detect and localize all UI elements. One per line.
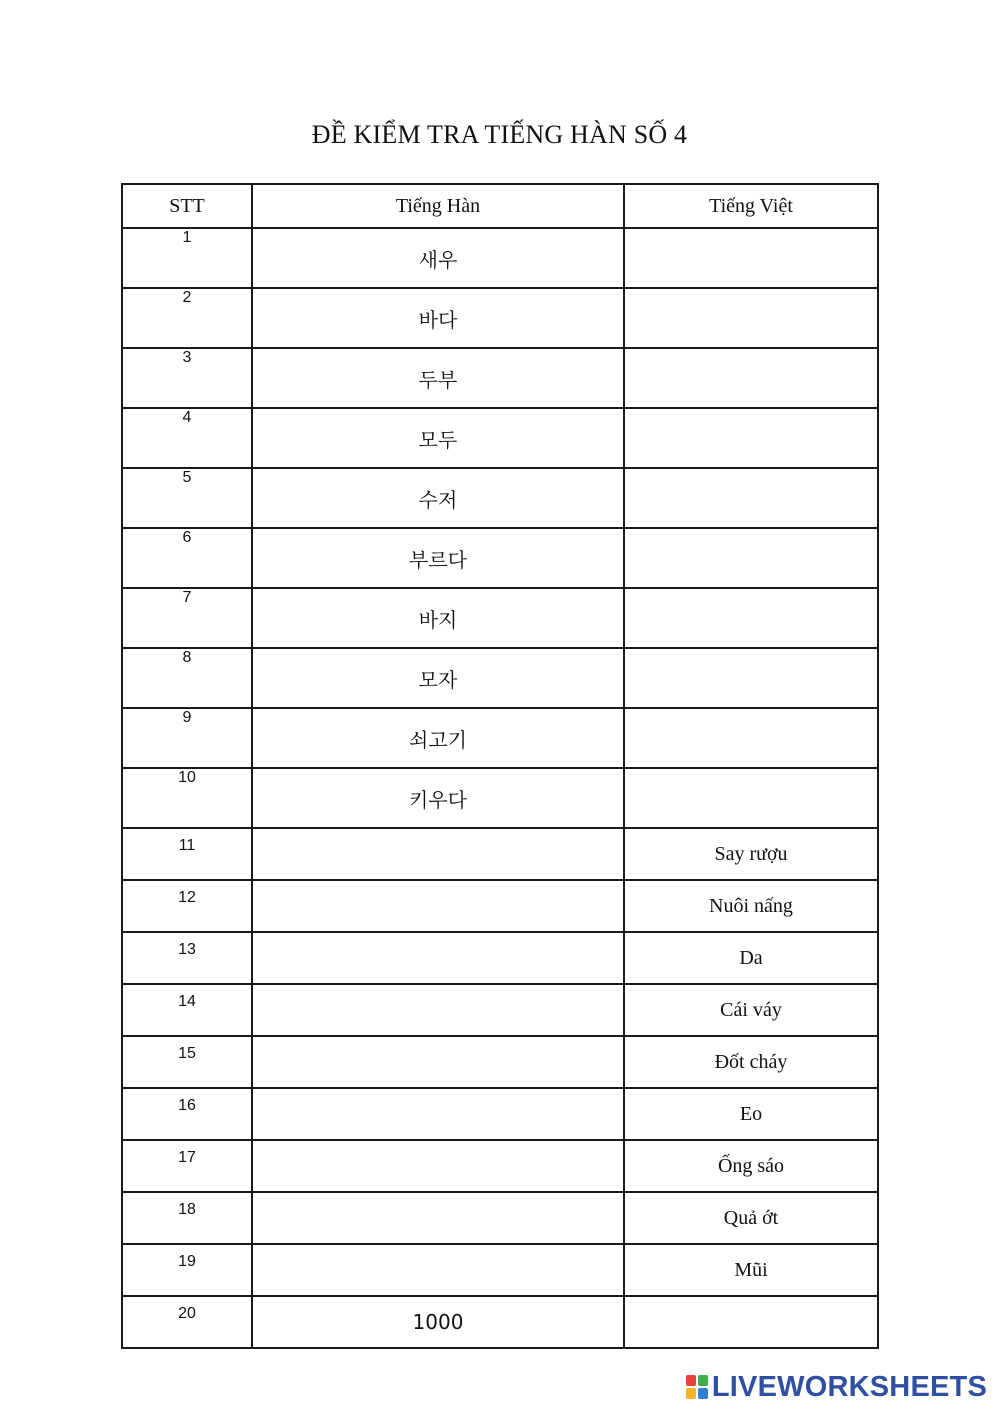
vietnamese-cell: Say rượu: [624, 828, 878, 880]
liveworksheets-logo-icon: [686, 1375, 708, 1399]
table-row: [122, 288, 878, 348]
vietnamese-cell: Quả ớt: [624, 1192, 878, 1244]
vietnamese-cell[interactable]: [624, 228, 878, 288]
table-row: [122, 1140, 878, 1192]
korean-cell[interactable]: [252, 880, 624, 932]
row-number: 18: [122, 1192, 252, 1244]
korean-cell[interactable]: [252, 828, 624, 880]
page-title: ĐỀ KIỂM TRA TIẾNG HÀN SỐ 4: [311, 120, 688, 149]
table-row: [122, 348, 878, 408]
vietnamese-cell[interactable]: [624, 1296, 878, 1348]
table-row: [122, 468, 878, 528]
korean-cell: 키우다: [252, 768, 624, 828]
row-number: 13: [122, 932, 252, 984]
row-number: 1: [122, 228, 252, 288]
vietnamese-cell[interactable]: [624, 348, 878, 408]
table-body: [122, 228, 878, 1348]
table-row: [122, 984, 878, 1036]
table-row: [122, 768, 878, 828]
row-number: 19: [122, 1244, 252, 1296]
row-number: 4: [122, 408, 252, 468]
table-row: [122, 228, 878, 288]
row-number: 16: [122, 1088, 252, 1140]
vietnamese-cell[interactable]: [624, 288, 878, 348]
logo-square-red: [686, 1375, 696, 1386]
table-row: [122, 880, 878, 932]
vietnamese-cell[interactable]: [624, 648, 878, 708]
row-number: 15: [122, 1036, 252, 1088]
korean-cell: 새우: [252, 228, 624, 288]
table-row: [122, 1244, 878, 1296]
vietnamese-cell: Ống sáo: [624, 1140, 878, 1192]
table-row: [122, 1192, 878, 1244]
header-vietnamese: Tiếng Việt: [624, 184, 878, 228]
korean-cell[interactable]: [252, 1244, 624, 1296]
korean-cell: 모두: [252, 408, 624, 468]
korean-cell: 바지: [252, 588, 624, 648]
table-row: [122, 1088, 878, 1140]
korean-cell: 부르다: [252, 528, 624, 588]
row-number: 11: [122, 828, 252, 880]
liveworksheets-brand: [686, 1370, 987, 1404]
header-korean: Tiếng Hàn: [252, 184, 624, 228]
table-row: [122, 408, 878, 468]
table-row: [122, 828, 878, 880]
vietnamese-cell: Mũi: [624, 1244, 878, 1296]
row-number: 12: [122, 880, 252, 932]
vocabulary-table: [121, 183, 879, 1349]
korean-cell[interactable]: [252, 1088, 624, 1140]
vietnamese-cell: Nuôi nấng: [624, 880, 878, 932]
table-row: [122, 932, 878, 984]
vietnamese-cell[interactable]: [624, 768, 878, 828]
vietnamese-cell[interactable]: [624, 468, 878, 528]
row-number: 8: [122, 648, 252, 708]
row-number: 5: [122, 468, 252, 528]
korean-cell[interactable]: [252, 1036, 624, 1088]
row-number: 2: [122, 288, 252, 348]
logo-square-yellow: [686, 1388, 696, 1399]
table-row: [122, 648, 878, 708]
brand-text: LIVEWORKSHEETS: [711, 1370, 987, 1403]
row-number: 7: [122, 588, 252, 648]
table-row: [122, 1036, 878, 1088]
korean-cell: 모자: [252, 648, 624, 708]
vietnamese-cell[interactable]: [624, 588, 878, 648]
korean-cell[interactable]: [252, 1140, 624, 1192]
korean-cell: 수저: [252, 468, 624, 528]
row-number: 10: [122, 768, 252, 828]
korean-cell[interactable]: [252, 984, 624, 1036]
table-row: [122, 708, 878, 768]
vietnamese-cell[interactable]: [624, 528, 878, 588]
table-row: [122, 528, 878, 588]
korean-cell[interactable]: [252, 932, 624, 984]
table-row: [122, 1296, 878, 1348]
row-number: 9: [122, 708, 252, 768]
vietnamese-cell: Cái váy: [624, 984, 878, 1036]
row-number: 20: [122, 1296, 252, 1348]
korean-cell[interactable]: [252, 1192, 624, 1244]
vietnamese-cell: Eo: [624, 1088, 878, 1140]
vietnamese-cell[interactable]: [624, 408, 878, 468]
row-number: 14: [122, 984, 252, 1036]
table-header-row: [122, 184, 878, 228]
korean-cell: 1000: [252, 1296, 624, 1348]
row-number: 3: [122, 348, 252, 408]
logo-square-blue: [698, 1388, 708, 1399]
korean-cell: 바다: [252, 288, 624, 348]
vietnamese-cell[interactable]: [624, 708, 878, 768]
vietnamese-cell: Da: [624, 932, 878, 984]
logo-square-green: [698, 1375, 708, 1386]
table-row: [122, 588, 878, 648]
header-stt: STT: [122, 184, 252, 228]
korean-cell: 두부: [252, 348, 624, 408]
row-number: 17: [122, 1140, 252, 1192]
korean-cell: 쇠고기: [252, 708, 624, 768]
vietnamese-cell: Đốt cháy: [624, 1036, 878, 1088]
row-number: 6: [122, 528, 252, 588]
